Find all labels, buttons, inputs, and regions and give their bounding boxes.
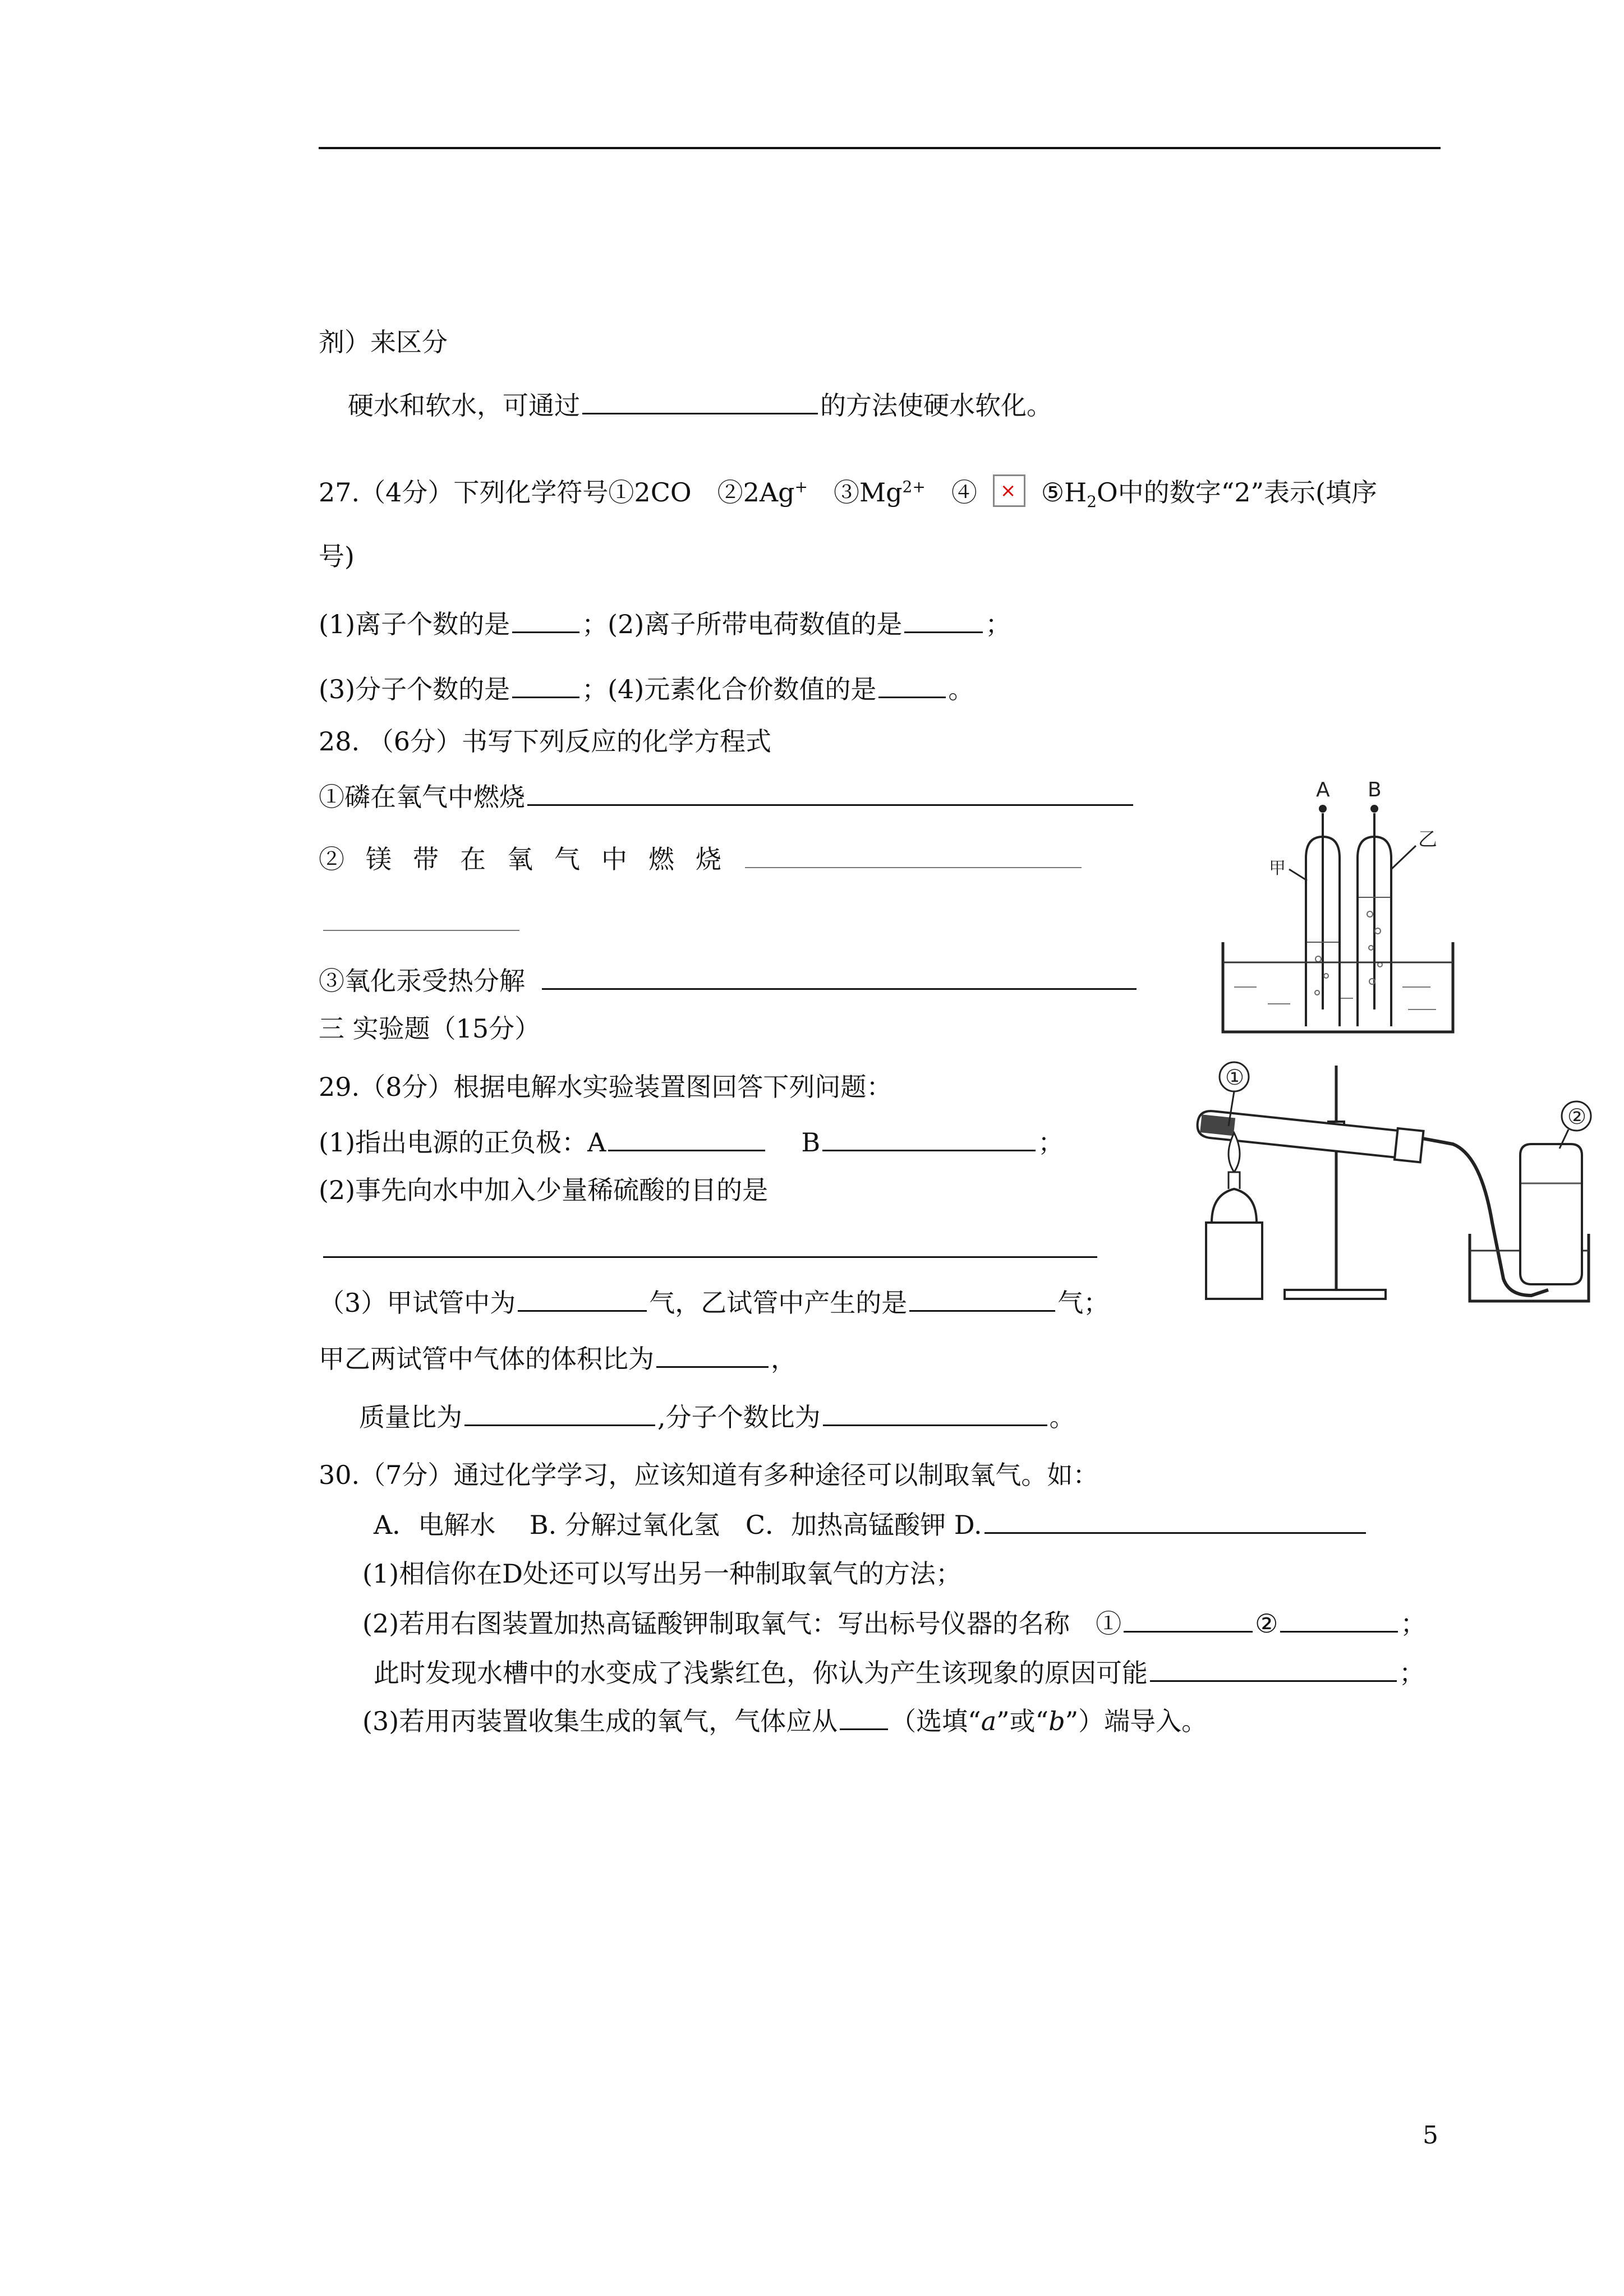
stopper: [1395, 1128, 1424, 1163]
blank-29-2[interactable]: [323, 1230, 1097, 1258]
blank-30-reason[interactable]: [1150, 1654, 1397, 1682]
blank-27-1[interactable]: [512, 606, 579, 633]
label-circle-1: ①: [1225, 1065, 1245, 1090]
blank-softening-method[interactable]: [582, 387, 818, 414]
question-29: 29.（8分）根据电解水实验装置图回答下列问题：: [319, 1072, 892, 1102]
question-30-2-reason: 此时发现水槽中的水变成了浅紫红色，你认为产生该现象的原因可能 ；: [374, 1654, 1425, 1691]
gas-collection-bottle: [1520, 1144, 1582, 1284]
question-29-4: 甲乙两试管中气体的体积比为 ，: [319, 1340, 797, 1377]
question-30-2: (2)若用右图装置加热高锰酸钾制取氧气：写出标号仪器的名称 ① ② ；: [362, 1605, 1426, 1642]
question-29-3: （3）甲试管中为 气，乙试管中产生的是 气；: [319, 1284, 1109, 1321]
question-29-1: (1)指出电源的正负极：A B ；: [319, 1124, 1064, 1160]
blank-29-molecules[interactable]: [823, 1399, 1047, 1426]
page-number: 5: [1423, 2121, 1438, 2150]
label-yi: 乙: [1418, 828, 1437, 851]
question-28-2-continue: [321, 904, 522, 940]
question-29-5: 质量比为 ,分子个数比为 。: [359, 1399, 1075, 1435]
label-a: A: [1316, 778, 1330, 801]
label-jia: 甲: [1269, 859, 1286, 878]
blank-27-4[interactable]: [878, 671, 946, 698]
alcohol-lamp: [1212, 1189, 1257, 1223]
question-27-part-1: (1)离子个数的是 ；(2)离子所带电荷数值的是 ；: [319, 606, 1011, 642]
line-hard-soft-water: 硬水和软水，可通过 的方法使硬水软化。: [348, 387, 1052, 423]
question-27: 27.（4分）下列化学符号①2CO ②2Ag+ $③Mg^{2+}$ ④ × $⑤H_2O$中的数字“2”表示(填序: [319, 474, 1377, 510]
question-29-2: (2)事先向水中加入少量稀硫酸的目的是: [319, 1175, 769, 1205]
label-circle-2: ②: [1567, 1104, 1587, 1129]
blank-30-port[interactable]: [840, 1703, 888, 1730]
question-28: 28. （6分）书写下列反应的化学方程式: [319, 726, 772, 757]
section-3-heading: 三 实验题（15分）: [319, 1013, 541, 1044]
blank-29-volume[interactable]: [656, 1340, 769, 1368]
question-29-2-answer: [321, 1230, 1099, 1267]
blank-30-d[interactable]: [984, 1506, 1366, 1534]
blank-29-mass[interactable]: [464, 1399, 655, 1426]
question-30-3: (3)若用丙装置收集生成的氧气，气体应从 （选填“a”或“b”）端导入。: [362, 1703, 1207, 1739]
iron-stand-base: [1285, 1290, 1386, 1299]
terminal-b: [1370, 805, 1378, 813]
blank-28-3[interactable]: [542, 962, 1137, 990]
question-30-1: (1)相信你在D处还可以写出另一种制取氧气的方法；: [362, 1559, 962, 1589]
blank-27-2[interactable]: [904, 606, 983, 633]
question-27-tail: 号): [319, 541, 355, 571]
blank-29-b[interactable]: [822, 1124, 1036, 1151]
question-28-3: ③氧化汞受热分解: [319, 962, 1139, 999]
blank-28-1[interactable]: [527, 778, 1133, 806]
lamp-block: [1206, 1223, 1262, 1299]
question-28-1: ①磷在氧气中燃烧: [319, 778, 1135, 815]
blank-28-2[interactable]: [745, 841, 1082, 868]
blank-30-instr-2[interactable]: [1280, 1605, 1398, 1633]
question-27-part-3: (3)分子个数的是 ；(4)元素化合价数值的是 。: [319, 671, 974, 707]
oxygen-preparation-figure: [1189, 1054, 1593, 1312]
broken-image-icon: ×: [993, 474, 1025, 507]
question-28-2: ②镁带在氧气中燃烧: [319, 841, 1084, 877]
line-continuation: 剂）来区分: [319, 327, 448, 357]
label-b: B: [1368, 778, 1382, 801]
electrolysis-apparatus-figure: [1206, 774, 1498, 1066]
blank-29-jia[interactable]: [518, 1284, 647, 1312]
question-30-options: A．电解水 B. 分解过氧化氢 C．加热高锰酸钾 D.: [374, 1506, 1368, 1543]
blank-29-a[interactable]: [608, 1124, 765, 1151]
terminal-a: [1319, 805, 1327, 813]
blank-30-instr-1[interactable]: [1124, 1605, 1253, 1633]
question-30: 30.（7分）通过化学学习，应该知道有多种途径可以制取氧气。如：: [319, 1460, 1099, 1490]
blank-29-yi[interactable]: [909, 1284, 1055, 1312]
blank-27-3[interactable]: [512, 671, 579, 698]
blank-28-2-cont[interactable]: [323, 904, 519, 931]
header-rule: [319, 147, 1441, 149]
